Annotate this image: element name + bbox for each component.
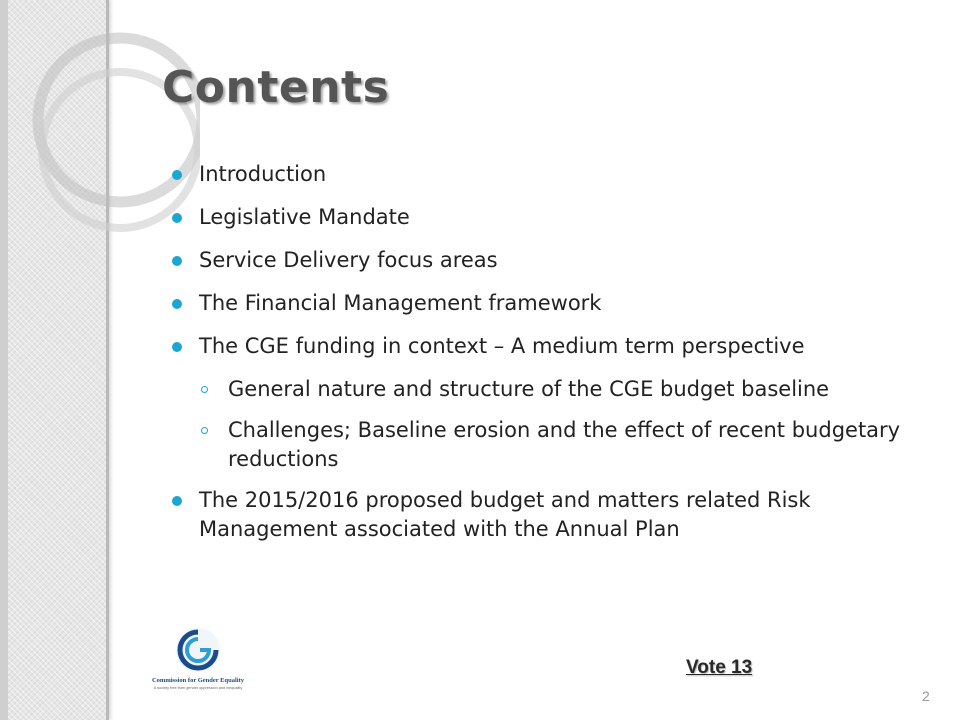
list-item: [172, 160, 912, 189]
bullet-ring-icon: [201, 427, 208, 434]
list-item-text: Legislative Mandate: [199, 205, 410, 229]
list-item-text: The Financial Management framework: [199, 291, 602, 315]
bullet-dot-icon: [172, 342, 182, 352]
list-item-text: The 2015/2016 proposed budget and matters related Risk Management associated with the Annual Plan: [199, 488, 811, 541]
cge-logo: [128, 624, 268, 694]
decorative-circles: [0, 0, 200, 260]
list-item-text: Challenges; Baseline erosion and the effect of recent budgetary reductions: [228, 418, 901, 471]
list-item: [172, 246, 912, 275]
list-item: [172, 289, 912, 318]
list-item-text: General nature and structure of the CGE budget baseline: [228, 377, 830, 401]
sub-list-item: [172, 375, 912, 404]
bullet-dot-icon: [172, 256, 182, 266]
list-item: [172, 332, 912, 361]
contents-list: [172, 160, 912, 558]
bullet-dot-icon: [172, 213, 182, 223]
list-item-text: The CGE funding in context – A medium term perspective: [199, 334, 805, 358]
list-item: [172, 486, 912, 544]
bullet-ring-icon: [201, 386, 208, 393]
list-item: [172, 203, 912, 232]
page-title: Contents: [162, 62, 390, 113]
list-item-text: Service Delivery focus areas: [199, 248, 498, 272]
logo-tagline: A society free from gender oppression and inequality: [153, 686, 243, 690]
vote-label: Vote 13: [686, 657, 753, 678]
bullet-dot-icon: [172, 496, 182, 506]
page-number: 2: [922, 688, 930, 704]
list-item-text: Introduction: [199, 162, 327, 186]
bullet-dot-icon: [172, 170, 182, 180]
logo-org-name: Commission for Gender Equality: [151, 677, 245, 684]
bullet-dot-icon: [172, 299, 182, 309]
sub-list-item: [172, 416, 912, 474]
